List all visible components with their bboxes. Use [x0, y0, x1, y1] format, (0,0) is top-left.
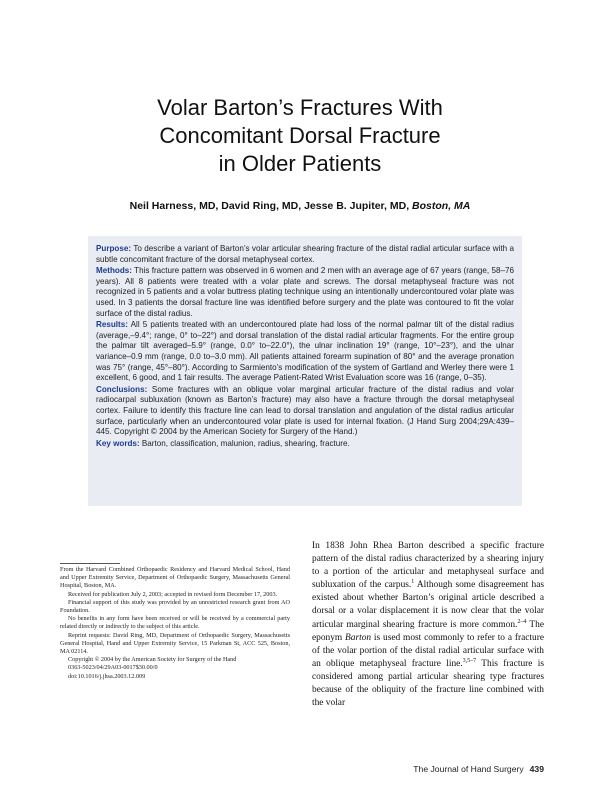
footnote-issn: 0363-5023/04/29A03-0017$30.00/0: [68, 664, 158, 672]
body-text-2: Although some disagreement has existed about whether Barton’s original article described a dorsal or a volar displacement it is now clear that the volar articular marginal shearing fracture is more common.: [312, 580, 545, 630]
author-location: Boston, MA: [412, 200, 471, 212]
results-text: All 5 patients treated with an undercontoured plate had loss of the normal palmar tilt of the distal radius (average,–9.4°; range, 0° to–22°) and dorsal translation of the distal radial articular fragments. For the entire group the palmar tilt averaged–5.9° (range, 0.0° to–22.0°), the ulnar inclination 19° (range, 10°–23°), and the ulnar variance–0.9 mm (range, 0.0 to–3.0 mm). All patients attained forearm supination of 80° and the average pronation was 75° (range, 45°–80°). According to Sarmiento’s modification of the system of Gartland and Werley there were 1 excellent, 6 good, and 1 fair results. The average Patient-Rated Wrist Evaluation score was 16 (range, 0–35).: [96, 320, 514, 383]
methods-text: This fracture pattern was observed in 6 women and 2 men with an average age of 67 years (range, 58–76 years). All 8 patients were treated with a volar plate and screws. The dorsal metaphyseal fracture was not recognized in 5 patients and a volar buttress plating technique using an intentionally undercontoured volar plate was used. In 3 patients the dorsal fracture line was identified before surgery and the plate was contoured to fit the volar surface of the distal radius.: [96, 266, 514, 318]
page-number: 439: [529, 764, 544, 774]
title-line-2: Concomitant Dorsal Fracture: [159, 123, 441, 148]
footnote-copyright: Copyright © 2004 by the American Society for Surgery of the Hand: [68, 656, 237, 664]
body-text-5: This fracture is considered among partial articular shearing type fractures because of the obliquity of the fracture line combined with the volar: [312, 658, 544, 709]
keywords-heading: Key words:: [96, 438, 140, 448]
footnote-benefits: No benefits in any form have been received or will be received by a commercial party related directly or indirectly to the subject of this article.: [60, 615, 290, 631]
body-paragraph: [312, 540, 544, 710]
footnotes: [60, 566, 290, 681]
eponym: Barton: [345, 632, 372, 643]
abstract-methods: [96, 266, 514, 319]
abstract-box: [88, 236, 522, 506]
title-line-3: in Older Patients: [218, 151, 382, 176]
citation-ref[interactable]: 1: [411, 579, 415, 586]
body-text-4: is used most commonly to refer to a fracture of the volar portion of the distal radial articular surface with an oblique metaphyseal fracture line.: [312, 632, 544, 669]
results-heading: Results:: [96, 320, 128, 330]
footnote-support: Financial support of this study was provided by an unrestricted research grant from AO Foundation.: [60, 598, 290, 615]
journal-name: The Journal of Hand Surgery: [413, 764, 524, 774]
citation-ref[interactable]: 3,5–7: [462, 657, 477, 664]
citation-ref[interactable]: 2–4: [517, 618, 527, 625]
footnote-divider: [60, 563, 120, 564]
footnote-doi: doi:10.1016/j.jhsa.2003.12.009: [68, 672, 146, 680]
footnote-reprints: Reprint requests: David Ring, MD, Department of Orthopaedic Surgery, Massachusetts General Hospital, Hand and Upper Extremity Service, 15 Parkman St, ACC 525, Boston, MA 02114.: [60, 631, 290, 656]
body-text-3: The eponym: [312, 619, 544, 643]
author-line: [0, 200, 600, 212]
running-footer: [300, 764, 544, 774]
abstract-keywords: [96, 439, 514, 450]
title-line-1: Volar Barton’s Fractures With: [157, 95, 443, 120]
conclusions-text: Some fractures with an oblique volar marginal articular fracture of the distal radius and volar radiocarpal subluxation (known as Barton’s fracture) may also have a fracture through the dorsal metaphyseal cortex. Failure to identify this fracture line can lead to dorsal translation and angulation of the distal radius articular surface, particularly when an undercontoured volar plate is used for internal fixation. (J Hand Surg 2004;29A:439–445. Copyright © 2004 by the American Society for Surgery of the Hand.): [96, 384, 515, 437]
abstract-results: [96, 320, 514, 384]
purpose-text: To describe a variant of Barton’s volar articular shearing fracture of the distal radial articular surface with a subtle concomitant fracture of the dorsal metaphyseal cortex.: [96, 244, 514, 264]
purpose-heading: Purpose:: [96, 244, 132, 253]
article-title: [0, 94, 600, 178]
author-names: Neil Harness, MD, David Ring, MD, Jesse B. Jupiter, MD,: [129, 200, 413, 212]
footnote-received: Received for publication July 2, 2003; accepted in revised form December 17, 2003.: [68, 590, 278, 598]
abstract-conclusions: [96, 385, 514, 438]
footnote-affiliation: From the Harvard Combined Orthopaedic Residency and Harvard Medical School, Hand and Upper Extremity Service, Department of Orthopaedic Surgery, Massachusetts General Hospital, Boston, MA.: [60, 566, 290, 590]
body-column: [312, 540, 544, 710]
body-text-1: In 1838 John Rhea Barton described a specific fracture pattern of the distal radius characterized by a shearing injury to a portion of the articular and metaphyseal surface and subluxation of the carpus.: [312, 541, 544, 591]
conclusions-heading: Conclusions:: [96, 384, 148, 394]
abstract-purpose: [96, 244, 514, 265]
methods-heading: Methods:: [96, 266, 132, 276]
keywords-text: Barton, classification, malunion, radius, shearing, fracture.: [141, 438, 350, 448]
